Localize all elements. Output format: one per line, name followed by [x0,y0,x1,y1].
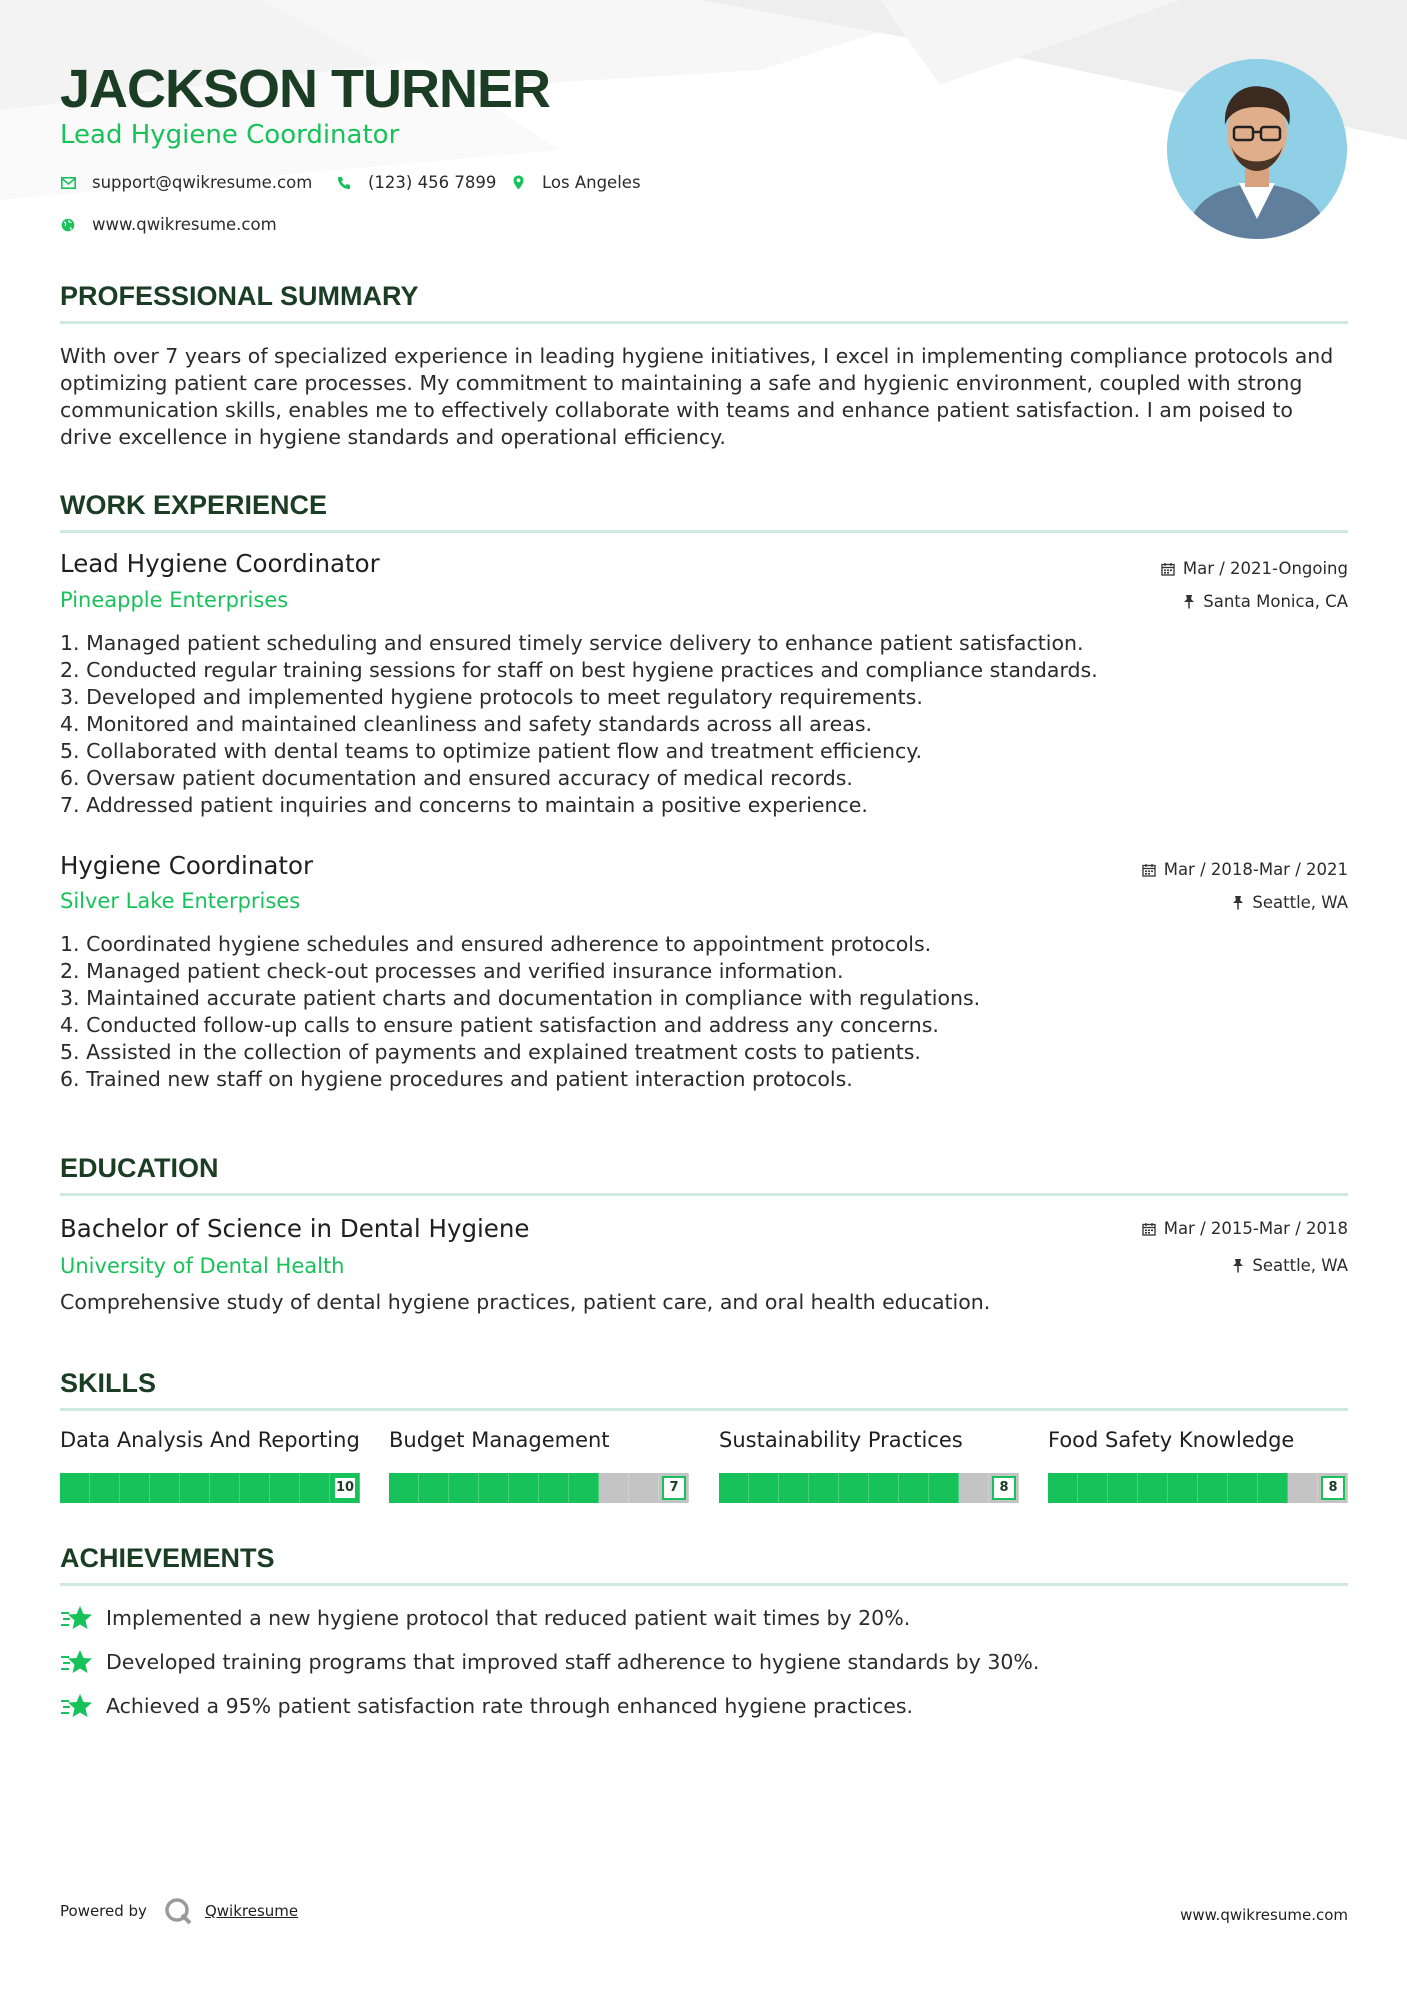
achievement-text: Developed training programs that improved staff adherence to hygiene standards by 30%. [106,1650,1040,1674]
job-dates [1161,559,1348,578]
footer-powered-by [60,1896,298,1926]
experience-heading: WORK EXPERIENCE [60,490,328,520]
location-text: Santa Monica, CA [1203,592,1348,611]
job-responsibilities [60,931,980,1093]
star-icon [60,1692,94,1720]
achievement-text: Implemented a new hygiene protocol that reduced patient wait times by 20%. [106,1606,911,1630]
list-item: 7. Addressed patient inquiries and concerns to maintain a positive experience. [60,793,868,817]
location-text: Seattle, WA [1252,893,1348,912]
dates-text: Mar / 2015-Mar / 2018 [1163,1219,1348,1238]
contact-email [60,173,312,192]
star-icon [60,1648,94,1676]
skill-item [719,1428,1019,1495]
footer-website[interactable]: www.qwikresume.com [1180,1906,1348,1924]
list-item: 4. Monitored and maintained cleanliness and safety standards across all areas. [60,712,873,736]
job-company: Silver Lake Enterprises [60,889,301,913]
contact-website [60,215,277,234]
skill-item [389,1428,689,1495]
globe-icon [60,217,76,233]
dates-text: Mar / 2018-Mar / 2021 [1163,860,1348,879]
phone-icon [336,175,352,191]
location-text: Seattle, WA [1252,1256,1348,1275]
list-item: 3. Developed and implemented hygiene protocols to meet regulatory requirements. [60,685,923,709]
skill-item [1048,1428,1348,1495]
pushpin-icon [1232,1258,1244,1273]
school-name: University of Dental Health [60,1254,345,1278]
achievement-item [60,1648,1039,1676]
education-location [1232,1256,1348,1275]
job-dates [1142,860,1348,879]
skill-bar [60,1473,360,1503]
job-title: Lead Hygiene Coordinator [60,549,380,578]
skill-level: 8 [1321,1476,1345,1500]
achievement-item [60,1604,910,1632]
skill-name: Data Analysis And Reporting [60,1428,360,1452]
achievements-heading: ACHIEVEMENTS [60,1543,275,1573]
job-title: Hygiene Coordinator [60,851,314,880]
list-item: 2. Conducted regular training sessions for staff on best hygiene practices and compliance standards. [60,658,1098,682]
section-divider [60,1193,1348,1196]
list-item: 5. Assisted in the collection of payments and explained treatment costs to patients. [60,1040,921,1064]
list-item: 5. Collaborated with dental teams to optimize patient flow and treatment efficiency. [60,739,923,763]
star-icon [60,1604,94,1632]
profile-photo [1167,59,1347,239]
list-item: 1. Managed patient scheduling and ensured timely service delivery to enhance patient satisfaction. [60,631,1084,655]
contact-phone [336,173,496,192]
candidate-name: JACKSON TURNER [60,59,551,119]
education-description: Comprehensive study of dental hygiene practices, patient care, and oral health education. [60,1290,991,1314]
list-item: 4. Conducted follow-up calls to ensure patient satisfaction and address any concerns. [60,1013,939,1037]
list-item: 2. Managed patient check-out processes and verified insurance information. [60,959,844,983]
skill-bar [719,1473,1019,1503]
summary-line: optimizing patient care processes. My commitment to maintaining a safe and hygienic environment, coupled with strong [60,371,1303,395]
education-dates [1142,1219,1348,1238]
section-divider [60,1408,1348,1411]
section-divider [60,1583,1348,1586]
achievement-item [60,1692,913,1720]
powered-by-label: Powered by [60,1902,147,1920]
contact-location [510,173,641,192]
skill-name: Sustainability Practices [719,1428,963,1452]
list-item: 1. Coordinated hygiene schedules and ensured adherence to appointment protocols. [60,932,932,956]
dates-text: Mar / 2021-Ongoing [1182,559,1348,578]
skill-bar [1048,1473,1348,1503]
job-location [1183,592,1348,611]
list-item: 6. Oversaw patient documentation and ensured accuracy of medical records. [60,766,853,790]
summary-heading: PROFESSIONAL SUMMARY [60,281,419,311]
section-divider [60,321,1348,324]
phone-text: (123) 456 7899 [368,173,497,192]
email-text: support@qwikresume.com [92,173,313,192]
skills-heading: SKILLS [60,1368,157,1398]
candidate-title: Lead Hygiene Coordinator [60,120,400,150]
skill-bar [389,1473,689,1503]
location-text: Los Angeles [542,173,641,192]
summary-line: drive excellence in hygiene standards and operational efficiency. [60,425,726,449]
skill-item [60,1428,360,1495]
list-item: 3. Maintained accurate patient charts and documentation in compliance with regulations. [60,986,981,1010]
pushpin-icon [1232,895,1244,910]
job-company: Pineapple Enterprises [60,588,289,612]
section-divider [60,530,1348,533]
calendar-icon [1142,863,1156,877]
job-responsibilities [60,630,1098,819]
degree-title: Bachelor of Science in Dental Hygiene [60,1214,530,1243]
skill-name: Budget Management [389,1428,610,1452]
skill-name: Food Safety Knowledge [1048,1428,1295,1452]
qwikresume-logo-icon [163,1896,193,1926]
job-location [1232,893,1348,912]
skill-level: 7 [662,1476,686,1500]
pushpin-icon [1183,594,1195,609]
website-text: www.qwikresume.com [92,215,277,234]
calendar-icon [1142,1222,1156,1236]
skill-level: 8 [992,1476,1016,1500]
skill-level: 10 [333,1476,357,1500]
education-heading: EDUCATION [60,1153,219,1183]
summary-line: communication skills, enables me to effectively collaborate with teams and enhance patient satisfaction. I am poised to [60,398,1293,422]
map-pin-icon [510,175,526,191]
achievement-text: Achieved a 95% patient satisfaction rate through enhanced hygiene practices. [106,1694,914,1718]
envelope-icon [60,175,76,191]
summary-text [60,343,1348,451]
summary-line: With over 7 years of specialized experience in leading hygiene initiatives, I excel in implementing compliance protocols and [60,344,1334,368]
qwikresume-link[interactable]: Qwikresume [204,1902,299,1920]
calendar-icon [1161,562,1175,576]
list-item: 6. Trained new staff on hygiene procedures and patient interaction protocols. [60,1067,853,1091]
